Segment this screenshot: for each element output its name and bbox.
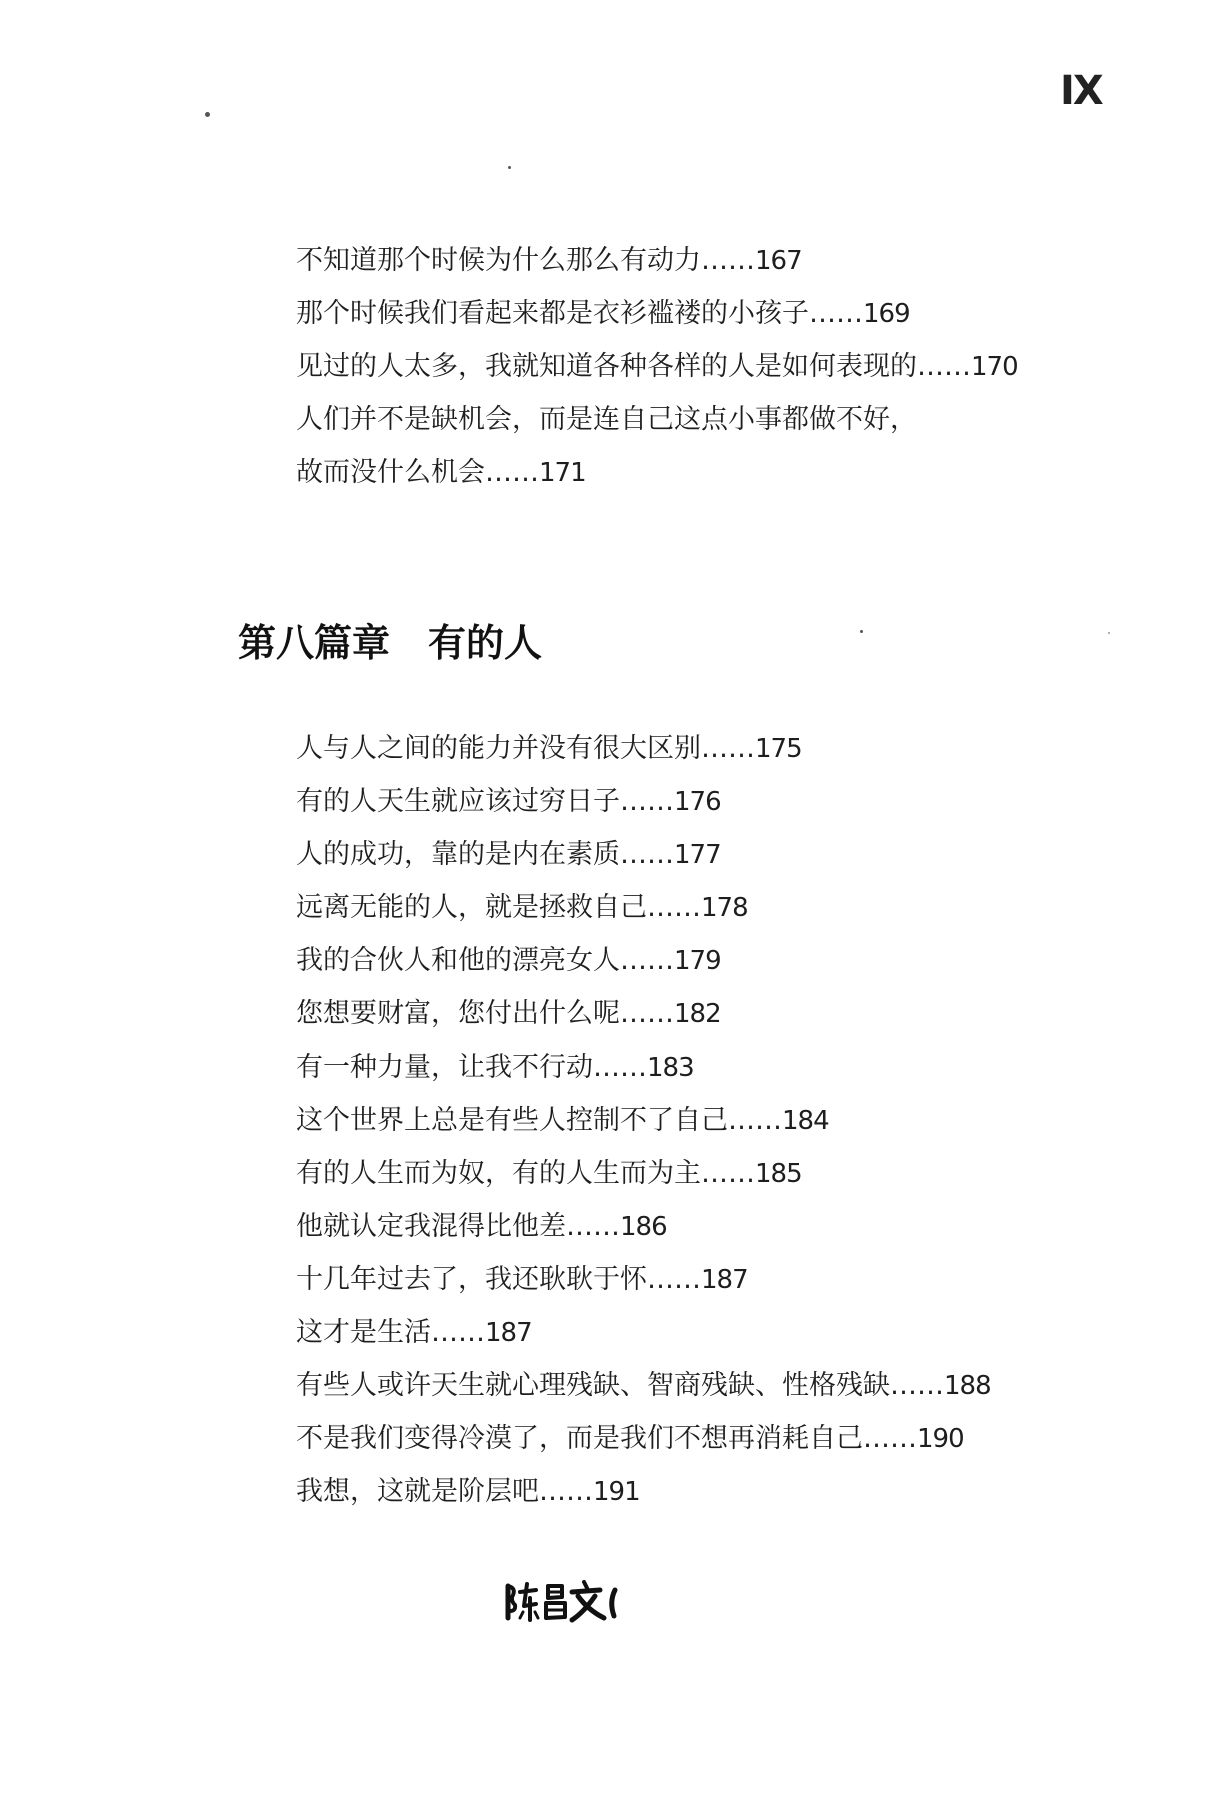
toc-entry[interactable] <box>296 287 1018 340</box>
toc-page-number: 179 <box>674 946 721 977</box>
toc-leader-dots: …… <box>863 1423 917 1455</box>
toc-leader-dots: …… <box>620 839 674 871</box>
toc-list-continued <box>296 234 1018 499</box>
toc-entry[interactable] <box>296 1465 991 1518</box>
toc-page-number: 167 <box>755 246 802 276</box>
page-number: IX <box>1060 68 1102 114</box>
toc-page-number: 191 <box>593 1477 640 1508</box>
toc-entry-title: 有一种力量，让我不行动 <box>296 1051 593 1083</box>
toc-entry-title: 远离无能的人，就是拯救自己 <box>296 892 647 924</box>
toc-page-number: 187 <box>485 1318 532 1349</box>
toc-entry[interactable] <box>296 340 1018 393</box>
toc-page-number: 178 <box>701 893 748 924</box>
toc-leader-dots: …… <box>647 892 701 924</box>
toc-leader-dots: …… <box>701 245 755 276</box>
toc-page-number: 169 <box>863 299 910 329</box>
toc-page-number: 177 <box>674 840 721 871</box>
toc-page-number: 186 <box>620 1211 667 1242</box>
toc-leader-dots: …… <box>728 1104 782 1136</box>
toc-leader-dots: …… <box>593 1051 647 1083</box>
toc-page-number: 170 <box>971 352 1018 382</box>
toc-page-number: 182 <box>674 999 721 1030</box>
toc-entry[interactable] <box>296 1041 991 1094</box>
toc-page-number: 188 <box>944 1371 991 1402</box>
toc-entry-title: 不知道那个时候为什么那么有动力 <box>296 245 701 276</box>
toc-entry[interactable] <box>296 1094 991 1147</box>
toc-entry[interactable] <box>296 1147 991 1200</box>
toc-entry-title: 那个时候我们看起来都是衣衫褴褛的小孩子 <box>296 298 809 329</box>
toc-page-number: 184 <box>782 1105 829 1136</box>
toc-leader-dots: …… <box>647 1263 701 1295</box>
toc-entry-title: 人们并不是缺机会，而是连自己这点小事都做不好， <box>296 404 917 435</box>
toc-entry-title: 有的人天生就应该过穷日子 <box>296 786 620 818</box>
toc-entry[interactable] <box>296 775 991 828</box>
toc-entry[interactable] <box>296 987 991 1040</box>
toc-page-number: 171 <box>539 458 586 488</box>
toc-page-number: 187 <box>701 1264 748 1295</box>
toc-page-number: 175 <box>755 734 802 764</box>
toc-leader-dots: …… <box>890 1370 944 1402</box>
toc-entry-title: 见过的人太多，我就知道各种各样的人是如何表现的 <box>296 351 917 382</box>
scan-speck <box>508 166 511 169</box>
toc-entry-title: 我的合伙人和他的漂亮女人 <box>296 945 620 977</box>
toc-entry[interactable] <box>296 234 1018 287</box>
toc-list-chapter <box>296 722 991 1518</box>
toc-entry[interactable] <box>296 934 991 987</box>
toc-leader-dots: …… <box>485 457 539 488</box>
toc-page-number: 176 <box>674 787 721 818</box>
toc-entry-title: 您想要财富，您付出什么呢 <box>296 998 620 1030</box>
toc-entry[interactable] <box>296 1359 991 1412</box>
toc-leader-dots: …… <box>539 1476 593 1508</box>
toc-entry-title: 不是我们变得冷漠了，而是我们不想再消耗自己 <box>296 1423 863 1455</box>
toc-leader-dots: …… <box>917 351 971 382</box>
toc-entry-title: 我想，这就是阶层吧 <box>296 1476 539 1508</box>
toc-leader-dots: …… <box>701 1157 755 1189</box>
toc-leader-dots: …… <box>620 998 674 1030</box>
toc-entry-title: 这个世界上总是有些人控制不了自己 <box>296 1104 728 1136</box>
toc-entry-title: 人与人之间的能力并没有很大区别 <box>296 733 701 764</box>
toc-entry-title: 故而没什么机会 <box>296 457 485 488</box>
toc-leader-dots: …… <box>620 786 674 818</box>
toc-leader-dots: …… <box>701 733 755 764</box>
toc-page-number: 185 <box>755 1158 802 1189</box>
toc-page-number: 190 <box>917 1424 964 1455</box>
toc-leader-dots: …… <box>620 945 674 977</box>
toc-entry-title: 有的人生而为奴，有的人生而为主 <box>296 1157 701 1189</box>
toc-page-number: 183 <box>647 1052 694 1083</box>
toc-entry-title: 有些人或许天生就心理残缺、智商残缺、性格残缺 <box>296 1370 890 1402</box>
author-signature <box>502 1576 620 1626</box>
toc-entry[interactable] <box>296 722 991 775</box>
toc-entry[interactable] <box>296 828 991 881</box>
chapter-label: 第八篇章 <box>238 620 391 665</box>
scan-speck <box>1108 632 1110 634</box>
toc-entry-title: 人的成功，靠的是内在素质 <box>296 839 620 871</box>
chapter-title: 有的人 <box>428 620 543 665</box>
toc-entry-title: 他就认定我混得比他差 <box>296 1210 566 1242</box>
toc-entry-title: 十几年过去了，我还耿耿于怀 <box>296 1263 647 1295</box>
toc-entry[interactable] <box>296 446 1018 499</box>
toc-entry-title: 这才是生活 <box>296 1317 431 1349</box>
toc-leader-dots: …… <box>566 1210 620 1242</box>
toc-entry[interactable] <box>296 393 1018 446</box>
scan-speck <box>205 112 210 117</box>
toc-entry[interactable] <box>296 1253 991 1306</box>
toc-entry[interactable] <box>296 1412 991 1465</box>
toc-leader-dots: …… <box>809 298 863 329</box>
chapter-heading <box>238 612 542 667</box>
scan-speck <box>860 630 863 633</box>
toc-leader-dots: …… <box>431 1317 485 1349</box>
toc-entry[interactable] <box>296 1306 991 1359</box>
toc-entry[interactable] <box>296 1200 991 1253</box>
toc-entry[interactable] <box>296 881 991 934</box>
